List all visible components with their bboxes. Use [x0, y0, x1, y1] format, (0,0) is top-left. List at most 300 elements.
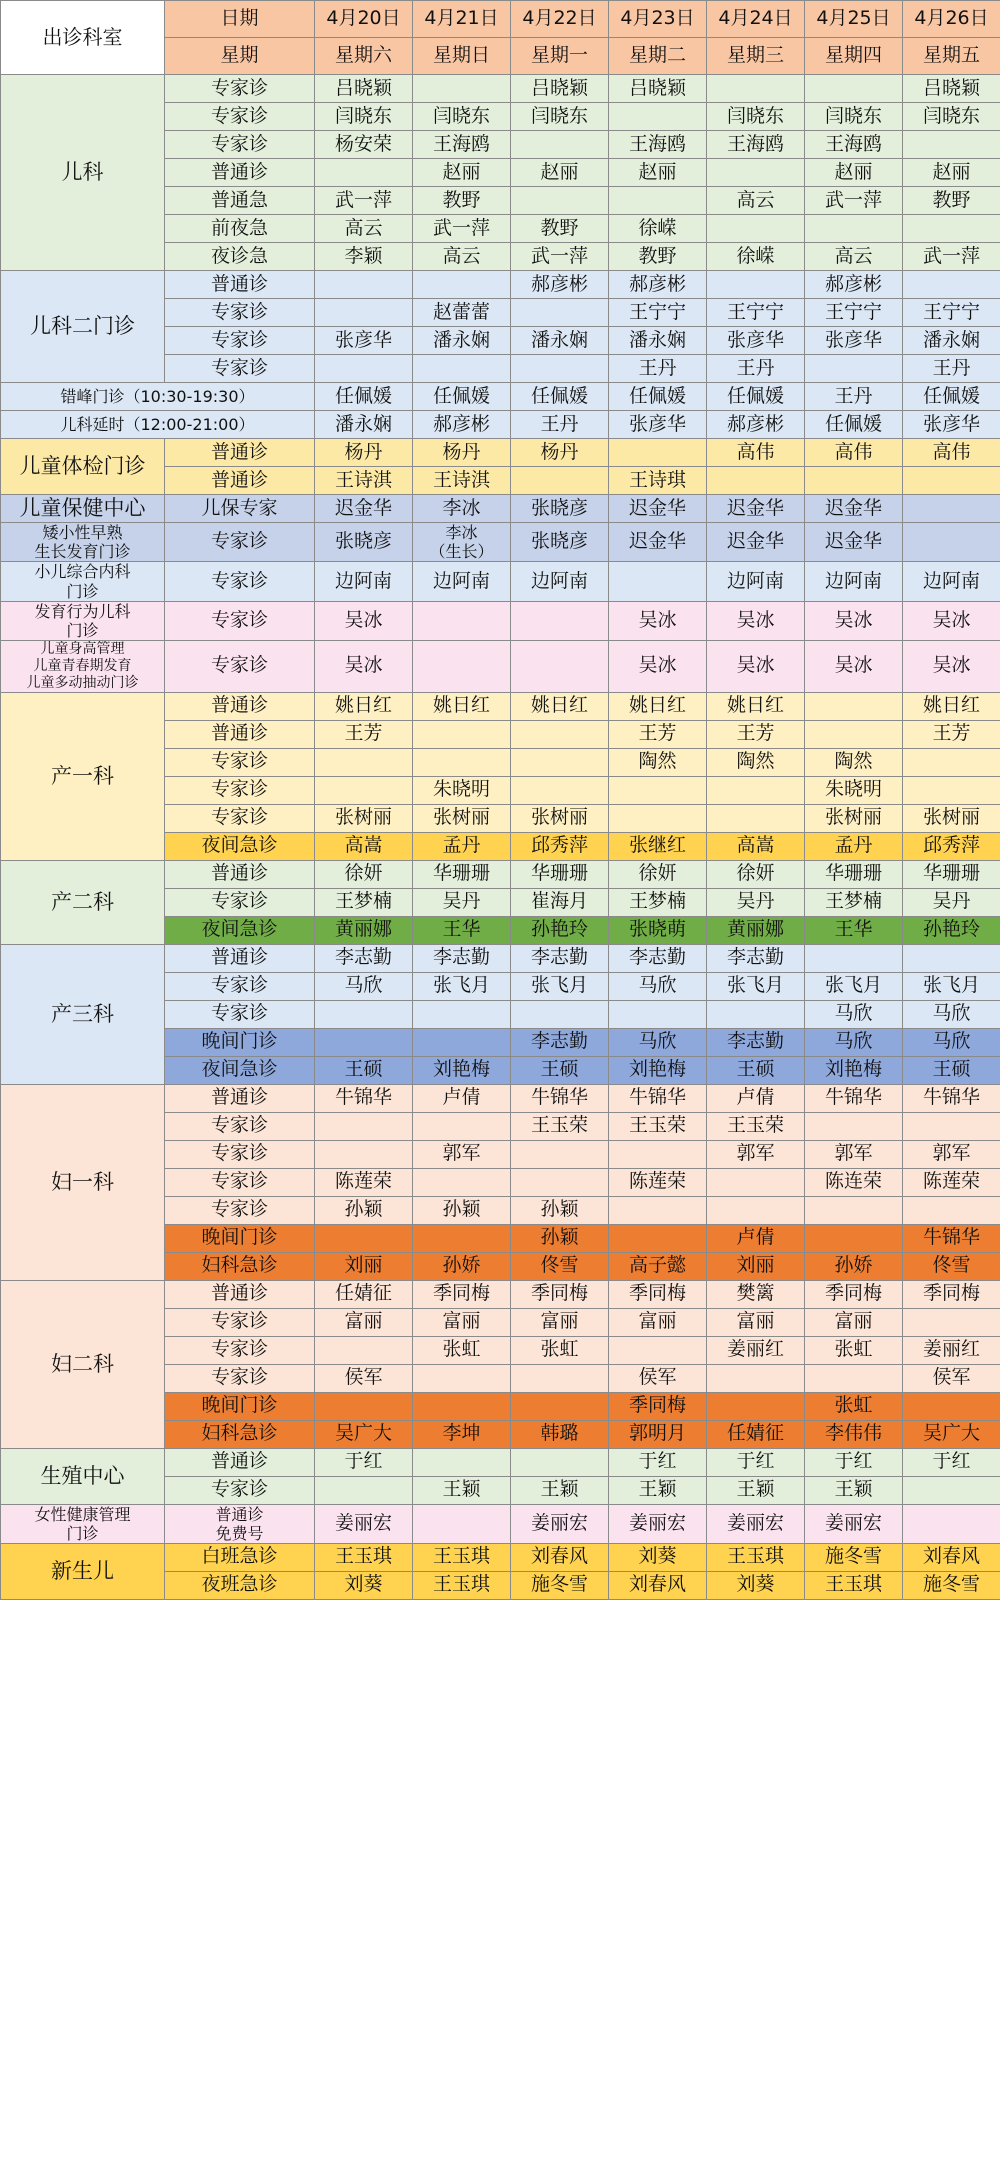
- doctor-cell: 孙颖: [315, 1196, 413, 1224]
- doctor-cell: 王颖: [707, 1476, 805, 1504]
- doctor-cell: 闫晓东: [315, 103, 413, 131]
- doctor-cell: 郭军: [805, 1140, 903, 1168]
- doctor-cell: 张虹: [805, 1392, 903, 1420]
- doctor-cell: 陈莲荣: [609, 1168, 707, 1196]
- doctor-cell: [707, 1196, 805, 1224]
- clinic-type: 专家诊: [165, 327, 315, 355]
- clinic-type: 专家诊: [165, 972, 315, 1000]
- doctor-cell: 于红: [805, 1448, 903, 1476]
- doctor-cell: [413, 1364, 511, 1392]
- doctor-cell: [903, 1112, 1000, 1140]
- doctor-cell: [805, 1112, 903, 1140]
- doctor-cell: 任佩媛: [707, 383, 805, 411]
- doctor-cell: 姚日红: [609, 692, 707, 720]
- doctor-cell: [315, 748, 413, 776]
- doctor-cell: 赵丽: [413, 159, 511, 187]
- doctor-cell: 姜丽宏: [805, 1504, 903, 1543]
- doctor-cell: 富丽: [609, 1308, 707, 1336]
- doctor-cell: [413, 1448, 511, 1476]
- doctor-cell: 王硕: [707, 1056, 805, 1084]
- doctor-cell: 李志勤: [707, 1028, 805, 1056]
- doctor-cell: [609, 187, 707, 215]
- doctor-cell: 郝彦彬: [609, 271, 707, 299]
- doctor-cell: 高嵩: [707, 832, 805, 860]
- clinic-type: 普通诊: [165, 159, 315, 187]
- doctor-cell: 高子懿: [609, 1252, 707, 1280]
- doctor-cell: [413, 720, 511, 748]
- doctor-cell: 刘春风: [511, 1543, 609, 1571]
- doctor-cell: 任佩媛: [805, 411, 903, 439]
- doctor-cell: 赵丽: [903, 159, 1000, 187]
- schedule-row: [1, 383, 1000, 411]
- doctor-cell: [903, 776, 1000, 804]
- doctor-cell: 姚日红: [707, 692, 805, 720]
- doctor-cell: 吴丹: [903, 888, 1000, 916]
- doctor-cell: 马欣: [805, 1000, 903, 1028]
- header-date: 4月21日: [413, 1, 511, 38]
- doctor-cell: 王玉荣: [707, 1112, 805, 1140]
- doctor-cell: 吴冰: [707, 641, 805, 692]
- doctor-cell: 张虹: [805, 1336, 903, 1364]
- clinic-type: 前夜急: [165, 215, 315, 243]
- doctor-cell: [609, 1336, 707, 1364]
- doctor-cell: 边阿南: [413, 562, 511, 601]
- doctor-cell: 华珊珊: [413, 860, 511, 888]
- doctor-cell: 王玉琪: [805, 1571, 903, 1599]
- schedule-row: [1, 75, 1000, 103]
- doctor-cell: 吴广大: [315, 1420, 413, 1448]
- doctor-cell: 崔海月: [511, 888, 609, 916]
- clinic-type: 专家诊: [165, 776, 315, 804]
- schedule-row: [1, 944, 1000, 972]
- doctor-cell: [609, 103, 707, 131]
- header-weekday: 星期日: [413, 38, 511, 75]
- doctor-cell: 张晓彦: [511, 495, 609, 523]
- doctor-cell: [707, 271, 805, 299]
- doctor-cell: [903, 467, 1000, 495]
- doctor-cell: 季同梅: [903, 1280, 1000, 1308]
- clinic-type: 专家诊: [165, 562, 315, 601]
- clinic-type: 晚间门诊: [165, 1028, 315, 1056]
- doctor-cell: 王颖: [805, 1476, 903, 1504]
- doctor-cell: [805, 215, 903, 243]
- doctor-cell: 孙艳玲: [511, 916, 609, 944]
- schedule-row: [1, 271, 1000, 299]
- doctor-cell: 张彦华: [609, 411, 707, 439]
- clinic-type: 晚间门诊: [165, 1392, 315, 1420]
- clinic-type: 专家诊: [165, 1364, 315, 1392]
- doctor-cell: 黄丽娜: [315, 916, 413, 944]
- doctor-cell: [707, 467, 805, 495]
- doctor-cell: 王芳: [315, 720, 413, 748]
- doctor-cell: 牛锦华: [805, 1084, 903, 1112]
- doctor-cell: 刘丽: [315, 1252, 413, 1280]
- doctor-cell: [903, 944, 1000, 972]
- doctor-cell: 刘丽: [707, 1252, 805, 1280]
- doctor-cell: [413, 1168, 511, 1196]
- doctor-cell: 富丽: [707, 1308, 805, 1336]
- schedule-row: [1, 562, 1000, 601]
- doctor-cell: [805, 1224, 903, 1252]
- clinic-type: 专家诊: [165, 75, 315, 103]
- clinic-type: 白班急诊: [165, 1543, 315, 1571]
- doctor-cell: 王华: [413, 916, 511, 944]
- doctor-cell: 高嵩: [315, 832, 413, 860]
- doctor-cell: 徐嵘: [707, 243, 805, 271]
- header-weekday: 星期四: [805, 38, 903, 75]
- doctor-cell: [707, 215, 805, 243]
- doctor-cell: [903, 1308, 1000, 1336]
- doctor-cell: [707, 1000, 805, 1028]
- doctor-cell: [413, 1224, 511, 1252]
- doctor-cell: 张树丽: [413, 804, 511, 832]
- doctor-cell: 牛锦华: [315, 1084, 413, 1112]
- doctor-cell: [903, 1196, 1000, 1224]
- dept-name: 矮小性早熟 生长发育门诊: [1, 523, 165, 562]
- schedule-row: [1, 860, 1000, 888]
- doctor-cell: 王颖: [511, 1476, 609, 1504]
- doctor-cell: 孙颖: [413, 1196, 511, 1224]
- doctor-cell: [511, 1168, 609, 1196]
- doctor-cell: 刘葵: [609, 1543, 707, 1571]
- doctor-cell: 吕晓颖: [315, 75, 413, 103]
- doctor-cell: 王丹: [511, 411, 609, 439]
- doctor-cell: 孟丹: [413, 832, 511, 860]
- dept-name: 生殖中心: [1, 1448, 165, 1504]
- doctor-cell: [511, 1392, 609, 1420]
- doctor-cell: 闫晓东: [413, 103, 511, 131]
- doctor-cell: 华珊珊: [805, 860, 903, 888]
- doctor-cell: [805, 467, 903, 495]
- doctor-cell: [511, 355, 609, 383]
- doctor-cell: 吕晓颖: [903, 75, 1000, 103]
- doctor-cell: 任婧征: [707, 1420, 805, 1448]
- doctor-cell: 牛锦华: [609, 1084, 707, 1112]
- schedule-row: [1, 1504, 1000, 1543]
- header-date: 4月23日: [609, 1, 707, 38]
- clinic-type: 普通急: [165, 187, 315, 215]
- doctor-cell: 吴丹: [707, 888, 805, 916]
- clinic-type: 专家诊: [165, 1336, 315, 1364]
- doctor-cell: 吴冰: [609, 641, 707, 692]
- doctor-cell: 王硕: [903, 1056, 1000, 1084]
- date-label: 日期: [165, 1, 315, 38]
- doctor-cell: 郝彦彬: [707, 411, 805, 439]
- doctor-cell: [903, 495, 1000, 523]
- doctor-cell: 张飞月: [903, 972, 1000, 1000]
- doctor-cell: [903, 271, 1000, 299]
- doctor-cell: [511, 641, 609, 692]
- doctor-cell: [315, 1112, 413, 1140]
- doctor-cell: 朱晓明: [413, 776, 511, 804]
- doctor-cell: 马欣: [609, 972, 707, 1000]
- clinic-type: 普通诊: [165, 860, 315, 888]
- doctor-cell: 郭军: [903, 1140, 1000, 1168]
- doctor-cell: 王宁宁: [805, 299, 903, 327]
- doctor-cell: 赵丽: [805, 159, 903, 187]
- doctor-cell: 王华: [805, 916, 903, 944]
- header-weekday: 星期一: [511, 38, 609, 75]
- doctor-cell: 吕晓颖: [609, 75, 707, 103]
- doctor-cell: 王玉琪: [413, 1543, 511, 1571]
- dept-name: 错峰门诊（10:30-19:30）: [1, 383, 315, 411]
- doctor-cell: 迟金华: [315, 495, 413, 523]
- doctor-cell: 王海鸥: [609, 131, 707, 159]
- doctor-cell: 高伟: [903, 439, 1000, 467]
- doctor-cell: 边阿南: [707, 562, 805, 601]
- doctor-cell: [413, 601, 511, 640]
- schedule-row: [1, 523, 1000, 562]
- doctor-cell: 马欣: [903, 1000, 1000, 1028]
- dept-name: 小儿综合内科 门诊: [1, 562, 165, 601]
- doctor-cell: 王丹: [805, 383, 903, 411]
- doctor-cell: [315, 1000, 413, 1028]
- doctor-cell: 刘葵: [315, 1571, 413, 1599]
- doctor-cell: [315, 776, 413, 804]
- doctor-cell: [511, 299, 609, 327]
- doctor-cell: 施冬雪: [903, 1571, 1000, 1599]
- clinic-type: 专家诊: [165, 355, 315, 383]
- doctor-cell: [511, 131, 609, 159]
- doctor-cell: [413, 1000, 511, 1028]
- doctor-cell: 徐嵘: [609, 215, 707, 243]
- doctor-cell: 王海鸥: [707, 131, 805, 159]
- doctor-cell: 王硕: [315, 1056, 413, 1084]
- doctor-cell: 王丹: [903, 355, 1000, 383]
- clinic-type: 专家诊: [165, 299, 315, 327]
- dept-name: 妇二科: [1, 1280, 165, 1448]
- clinic-type: 普通诊: [165, 1084, 315, 1112]
- doctor-cell: [609, 562, 707, 601]
- doctor-cell: 王玉琪: [413, 1571, 511, 1599]
- doctor-cell: 于红: [903, 1448, 1000, 1476]
- header-weekday: 星期五: [903, 38, 1000, 75]
- doctor-cell: 边阿南: [805, 562, 903, 601]
- clinic-type: 专家诊: [165, 1196, 315, 1224]
- doctor-cell: 武一萍: [511, 243, 609, 271]
- clinic-type: 专家诊: [165, 1140, 315, 1168]
- doctor-cell: 王宁宁: [903, 299, 1000, 327]
- doctor-cell: 孙娇: [805, 1252, 903, 1280]
- doctor-cell: [413, 1112, 511, 1140]
- doctor-cell: [903, 131, 1000, 159]
- doctor-cell: [609, 439, 707, 467]
- doctor-cell: 李志勤: [413, 944, 511, 972]
- header-date: 4月20日: [315, 1, 413, 38]
- dept-name: 儿科: [1, 75, 165, 271]
- doctor-cell: 张继红: [609, 832, 707, 860]
- doctor-cell: [609, 1000, 707, 1028]
- doctor-cell: [707, 1392, 805, 1420]
- doctor-cell: 朱晓明: [805, 776, 903, 804]
- doctor-cell: 高伟: [805, 439, 903, 467]
- doctor-cell: 王诗琪: [609, 467, 707, 495]
- doctor-cell: 马欣: [805, 1028, 903, 1056]
- doctor-cell: 吴冰: [903, 641, 1000, 692]
- schedule-row: [1, 1448, 1000, 1476]
- clinic-type: 普通诊: [165, 692, 315, 720]
- doctor-cell: [511, 748, 609, 776]
- doctor-cell: 吴冰: [315, 641, 413, 692]
- doctor-cell: 刘春风: [609, 1571, 707, 1599]
- doctor-cell: 王玉荣: [511, 1112, 609, 1140]
- doctor-cell: 杨安荣: [315, 131, 413, 159]
- doctor-cell: 张晓彦: [315, 523, 413, 562]
- doctor-cell: [511, 187, 609, 215]
- header-date: 4月25日: [805, 1, 903, 38]
- doctor-cell: 吴冰: [609, 601, 707, 640]
- doctor-cell: 高伟: [707, 439, 805, 467]
- doctor-cell: 任婧征: [315, 1280, 413, 1308]
- doctor-cell: 迟金华: [609, 523, 707, 562]
- dept-name: 产三科: [1, 944, 165, 1084]
- doctor-cell: [903, 748, 1000, 776]
- doctor-cell: 刘春风: [903, 1543, 1000, 1571]
- doctor-cell: 侯军: [609, 1364, 707, 1392]
- doctor-cell: 季同梅: [805, 1280, 903, 1308]
- doctor-cell: 黄丽娜: [707, 916, 805, 944]
- doctor-cell: 季同梅: [609, 1280, 707, 1308]
- doctor-cell: 富丽: [511, 1308, 609, 1336]
- corner-dept-header: 出诊科室: [1, 1, 165, 75]
- doctor-cell: 卢倩: [707, 1084, 805, 1112]
- doctor-cell: 吴冰: [903, 601, 1000, 640]
- doctor-cell: 迟金华: [707, 495, 805, 523]
- clinic-type: 专家诊: [165, 804, 315, 832]
- doctor-cell: 任佩媛: [511, 383, 609, 411]
- doctor-cell: 王颖: [413, 1476, 511, 1504]
- doctor-cell: 李伟伟: [805, 1420, 903, 1448]
- doctor-cell: 王梦楠: [609, 888, 707, 916]
- schedule-row: [1, 1543, 1000, 1571]
- doctor-cell: 王海鸥: [413, 131, 511, 159]
- doctor-cell: [903, 1476, 1000, 1504]
- doctor-cell: 季同梅: [413, 1280, 511, 1308]
- doctor-cell: [413, 75, 511, 103]
- doctor-cell: 杨丹: [315, 439, 413, 467]
- doctor-cell: 任佩媛: [315, 383, 413, 411]
- doctor-cell: 高云: [315, 215, 413, 243]
- doctor-cell: 刘艳梅: [805, 1056, 903, 1084]
- doctor-cell: 富丽: [315, 1308, 413, 1336]
- dept-name: 妇一科: [1, 1084, 165, 1280]
- doctor-cell: 边阿南: [903, 562, 1000, 601]
- doctor-cell: 迟金华: [805, 523, 903, 562]
- dept-name: 儿童身高管理 儿童青春期发育 儿童多动抽动门诊: [1, 641, 165, 692]
- doctor-cell: [511, 1140, 609, 1168]
- doctor-cell: 王海鸥: [805, 131, 903, 159]
- doctor-cell: 姚日红: [315, 692, 413, 720]
- doctor-cell: [511, 720, 609, 748]
- doctor-cell: 闫晓东: [903, 103, 1000, 131]
- doctor-cell: 武一萍: [315, 187, 413, 215]
- doctor-cell: [413, 1028, 511, 1056]
- doctor-cell: [707, 776, 805, 804]
- doctor-cell: [413, 1504, 511, 1543]
- clinic-type: 妇科急诊: [165, 1420, 315, 1448]
- doctor-cell: 王玉荣: [609, 1112, 707, 1140]
- doctor-cell: 王诗淇: [315, 467, 413, 495]
- clinic-type: 普通诊: [165, 467, 315, 495]
- doctor-cell: 姜丽宏: [315, 1504, 413, 1543]
- clinic-type: 夜间急诊: [165, 832, 315, 860]
- doctor-cell: 施冬雪: [805, 1543, 903, 1571]
- doctor-cell: [609, 1196, 707, 1224]
- header-weekday: 星期三: [707, 38, 805, 75]
- doctor-cell: 张树丽: [903, 804, 1000, 832]
- clinic-type: 普通诊: [165, 720, 315, 748]
- doctor-cell: 姜丽宏: [609, 1504, 707, 1543]
- doctor-cell: 吴广大: [903, 1420, 1000, 1448]
- doctor-cell: 张彦华: [805, 327, 903, 355]
- doctor-cell: 牛锦华: [903, 1084, 1000, 1112]
- doctor-cell: 李志勤: [609, 944, 707, 972]
- doctor-cell: 张飞月: [413, 972, 511, 1000]
- doctor-cell: 陶然: [707, 748, 805, 776]
- doctor-cell: 樊篱: [707, 1280, 805, 1308]
- header-date-row: [1, 1, 1000, 38]
- doctor-cell: 张虹: [413, 1336, 511, 1364]
- doctor-cell: [609, 804, 707, 832]
- doctor-cell: 陈莲荣: [315, 1168, 413, 1196]
- clinic-type: 专家诊: [165, 103, 315, 131]
- doctor-cell: 李志勤: [511, 944, 609, 972]
- doctor-cell: 郭军: [707, 1140, 805, 1168]
- clinic-type: 专家诊: [165, 641, 315, 692]
- dept-name: 儿童保健中心: [1, 495, 165, 523]
- clinic-type: 专家诊: [165, 1168, 315, 1196]
- doctor-cell: 赵蕾蕾: [413, 299, 511, 327]
- doctor-cell: 刘艳梅: [609, 1056, 707, 1084]
- doctor-cell: 李坤: [413, 1420, 511, 1448]
- doctor-cell: 张树丽: [315, 804, 413, 832]
- doctor-cell: 孙颖: [511, 1224, 609, 1252]
- doctor-cell: 王玉琪: [315, 1543, 413, 1571]
- doctor-cell: 张彦华: [707, 327, 805, 355]
- clinic-type: 专家诊: [165, 748, 315, 776]
- doctor-cell: 教野: [511, 215, 609, 243]
- doctor-cell: 张飞月: [707, 972, 805, 1000]
- doctor-cell: 李志勤: [511, 1028, 609, 1056]
- clinic-type: 妇科急诊: [165, 1252, 315, 1280]
- doctor-cell: 赵丽: [511, 159, 609, 187]
- doctor-cell: 王芳: [903, 720, 1000, 748]
- dept-name: 儿科二门诊: [1, 271, 165, 383]
- doctor-cell: 徐妍: [609, 860, 707, 888]
- clinic-type: 专家诊: [165, 1000, 315, 1028]
- doctor-cell: 于红: [609, 1448, 707, 1476]
- doctor-cell: 孙艳玲: [903, 916, 1000, 944]
- doctor-cell: 邱秀萍: [511, 832, 609, 860]
- doctor-cell: 姜丽红: [707, 1336, 805, 1364]
- doctor-cell: 王诗淇: [413, 467, 511, 495]
- doctor-cell: [707, 75, 805, 103]
- doctor-cell: 李志勤: [707, 944, 805, 972]
- clinic-type: 晚间门诊: [165, 1224, 315, 1252]
- doctor-cell: 李冰 （生长）: [413, 523, 511, 562]
- doctor-cell: 王宁宁: [609, 299, 707, 327]
- doctor-cell: 张飞月: [511, 972, 609, 1000]
- doctor-cell: 徐妍: [707, 860, 805, 888]
- schedule-row: [1, 495, 1000, 523]
- clinic-type: 普通诊 免费号: [165, 1504, 315, 1543]
- doctor-cell: [511, 601, 609, 640]
- doctor-cell: 李颖: [315, 243, 413, 271]
- doctor-cell: [413, 271, 511, 299]
- doctor-cell: [315, 1140, 413, 1168]
- header-date: 4月24日: [707, 1, 805, 38]
- doctor-cell: 韩璐: [511, 1420, 609, 1448]
